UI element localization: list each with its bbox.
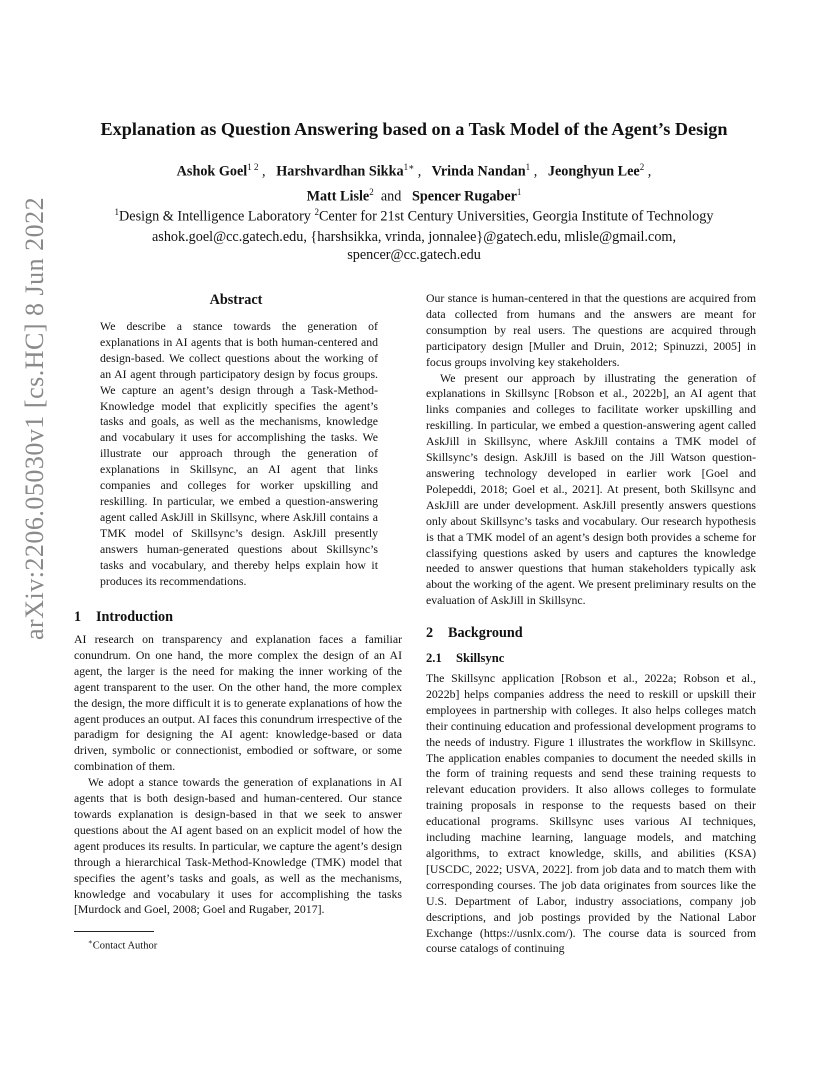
affiliation-1: Design & Intelligence Laboratory xyxy=(119,208,311,225)
author-affiliation-mark: 1∗ xyxy=(403,162,415,172)
author-affiliation-mark: 2 xyxy=(369,186,374,197)
paragraph: Our stance is human-centered in that the questions are acquired from data collected from humans and the answers are meant for consumption by real users. The questions are acquired through participatory design [Muller and Druin, 2012; Spinuzzi, 2005] in focus groups involving key stakeholders. xyxy=(426,291,756,369)
author-list: Ashok Goel$^{1 2}$ , Harshvardhan Sikka$^{1∗}$ , Vrinda Nandan$^1$ , Jeonghyun Lee$^2$ , Matt Lisle$^2$ and Spencer Rugaber$^1$ xyxy=(176,162,652,205)
author-name: Harshvardhan Sikka xyxy=(276,163,404,180)
section-title: Introduction xyxy=(96,609,173,625)
introduction-right-column xyxy=(426,291,756,609)
introduction-left-column xyxy=(74,632,402,918)
abstract-text: We describe a stance towards the generation of explanations in AI agents that is both human-centered and design-based. We collect questions about the working of an AI agent through participatory design by focus groups. We capture an agent’s design through a Task-Method-Knowledge model that explicitly specifies the agent’s tasks and goals, as well as the mechanisms, knowledge and vocabulary it uses for accomplishing the tasks. We illustrate our approach through the generation of explanations in Skillsync, an AI agent that links companies and colleges for worker upskilling and reskilling. In particular, we embed a question-answering agent called AskJill in Skillsync, where AskJill contains a TMK model of Skillsync’s design. AskJill presently answers human-generated questions about Skillsync’s tasks and vocabulary, and thereby helps explain how it produces its recommendations. xyxy=(100,319,378,588)
author-name: Jeonghyun Lee xyxy=(547,163,640,180)
email-line: spencer@cc.gatech.edu xyxy=(347,247,481,263)
subsection-title: Skillsync xyxy=(456,651,505,665)
subsection-heading-skillsync xyxy=(426,651,504,666)
author-affiliation-mark: 2 xyxy=(639,162,645,172)
section-heading-introduction xyxy=(74,609,173,626)
section-number: 1 xyxy=(74,609,82,625)
affiliation-mark: 1 xyxy=(114,207,120,217)
author-affiliation-mark: 1 xyxy=(516,186,522,197)
footnote-mark: ∗ xyxy=(88,938,93,946)
affiliation-mark: 2 xyxy=(314,207,319,217)
section-heading-background xyxy=(426,625,523,642)
author-name: Vrinda Nandan xyxy=(431,163,526,180)
author-affiliation-mark: 1 2 xyxy=(247,162,259,172)
paragraph: We adopt a stance towards the generation of explanations in AI agents that is both design-based and human-centered. Our stance towards explanation is design-based in that we seek to answer questions about the AI agent based on an explicit model of how the agent produces its results. In particular, we capture the agent’s design through a hierarchical Task-Method-Knowledge (TMK) model that specifies the agent’s tasks and goals, as well as the mechanisms, knowledge and vocabulary it uses for accomplishing the tasks [Murdock and Goel, 2008; Goel and Rugaber, 2017]. xyxy=(74,775,402,917)
footnote-text: Contact Author xyxy=(92,940,158,952)
abstract-heading: Abstract xyxy=(209,292,263,308)
background-right-column xyxy=(426,671,756,957)
footnote-rule xyxy=(74,931,154,932)
section-number: 2 xyxy=(426,625,434,641)
author-emails xyxy=(60,228,768,264)
affiliations xyxy=(40,203,788,226)
footnote xyxy=(88,938,157,952)
subsection-number: 2.1 xyxy=(426,651,442,665)
paragraph: AI research on transparency and explanation faces a familiar conundrum. On one hand, the more complex the design of an AI agent, the larger is the need for making the inner working of the agent transparent to the user. On the other hand, the more complex the design, the more difficult it is to generate explanations of how the agent produces an output. AI faces this conundrum irrespective of the paradigm for designing the AI agent: knowledge-based or data driven, symbolic or connectionist, embodied or software, or some combination of them. xyxy=(74,632,402,774)
author-affiliation-mark: 1 xyxy=(525,162,531,172)
affiliation-2: Center for 21st Century Universities, Georgia Institute of Technology xyxy=(318,208,714,225)
paragraph: We present our approach by illustrating the generation of explanations in Skillsync [Robson et al., 2022b], an AI agent that links companies and colleges to facilitate worker upskilling and reskilling. In particular, we embed a question-answering agent called AskJill in Skillsync, where AskJill contains a TMK model of Skillsync’s design. AskJill is based on the Jill Watson question-answering technology developed in earlier work [Goel and Polepeddi, 2018; Goel et al., 2021]. At present, both Skillsync and AskJill are under development. AskJill presently answers questions only about Skillsync’s tasks and vocabulary. Our research hypothesis is that a TMK model of an agent’s design both provides a scheme for classifying questions asked by users and captures the knowledge needed to answer questions that human stakeholders typically ask about the working of the agent. We present preliminary results on the evaluation of AskJill in Skillsync. xyxy=(426,370,756,608)
paragraph: The Skillsync application [Robson et al., 2022a; Robson et al., 2022b] helps companies address the need to reskill or upskill their employees in partnership with colleges. It also helps colleges match their continuing education and professional development programs to the needs of industry. Figure 1 illustrates the workflow in Skillsync. The application enables companies to document the needed skills in the form of training requests and send these training requests to relevant education providers. It also allows colleges to formulate training proposals in response to the requests based on their educational programs. Skillsync uses various AI techniques, including machine learning, language models, and matching algorithms, to extract knowledge, skills, and abilities (KSA) [USCDC, 2022; USVA, 2022]. from job data and to match them with corresponding courses. The job data originates from sources like the U.S. Department of Labor, industry associations, company job descriptions, and job postings provided by the National Labor Exchange (https://usnlx.com/). The course data is sourced from course catalogs of continuing xyxy=(426,671,756,956)
paper-title: Explanation as Question Answering based on a Task Model of the Agent’s Design xyxy=(100,119,728,139)
email-line: ashok.goel@cc.gatech.edu, {harshsikka, vrinda, jonnalee}@gatech.edu, mlisle@gmail.com, xyxy=(152,229,676,245)
section-title: Background xyxy=(448,625,523,641)
author-name: Ashok Goel xyxy=(176,163,248,180)
author-name: Spencer Rugaber xyxy=(411,188,517,205)
arxiv-identifier-stamp: arXiv:2206.05030v1 [cs.HC] 8 Jun 2022 xyxy=(20,196,49,640)
author-name: Matt Lisle xyxy=(306,188,370,205)
